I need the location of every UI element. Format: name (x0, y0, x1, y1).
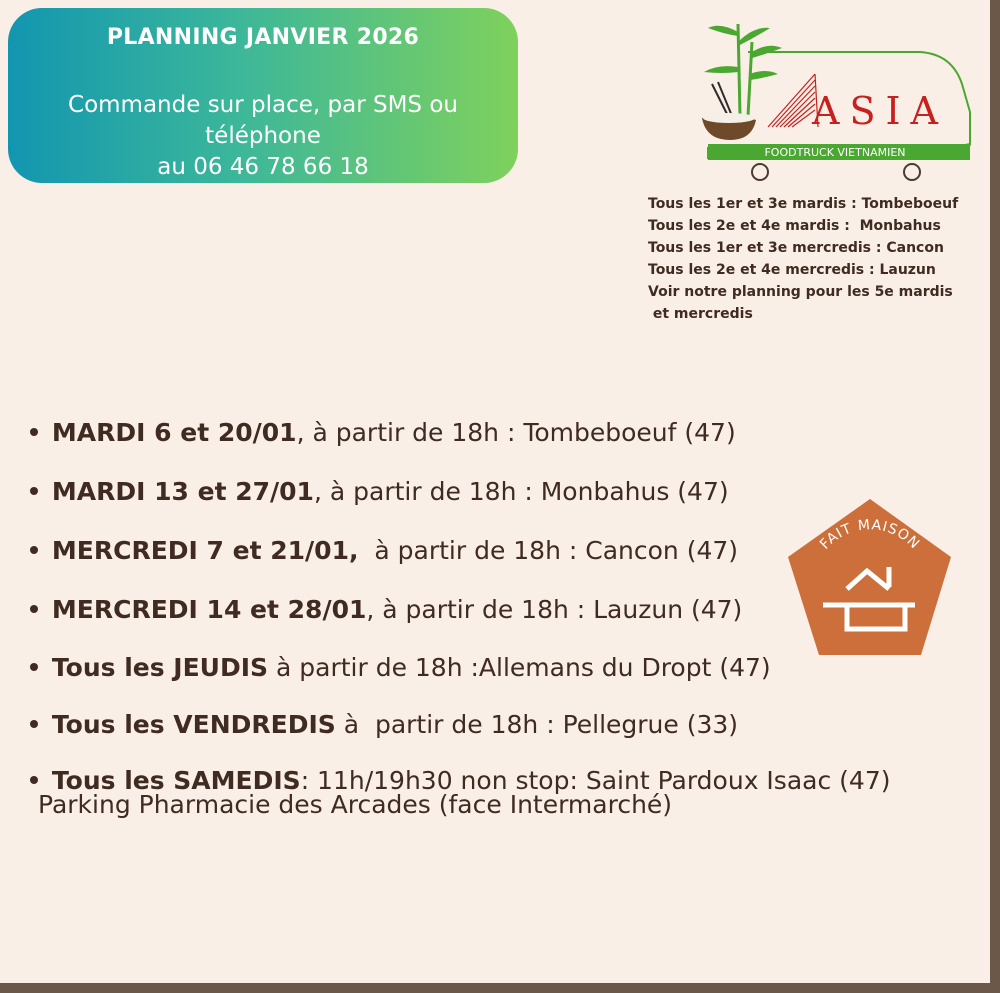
schedule-details: à partir de 18h : Cancon (47) (358, 536, 739, 565)
schedule-details: à partir de 18h : Pellegrue (33) (335, 710, 739, 739)
bullet-icon (30, 546, 38, 554)
note-line: Tous les 2e et 4e mardis : Monbahus (648, 218, 941, 234)
schedule-day: MERCREDI 14 et 28/01 (51, 595, 367, 624)
bullet-icon (30, 605, 38, 613)
logo-tagline: FOODTRUCK VIETNAMIEN (764, 146, 906, 159)
schedule-details: , à partir de 18h : Monbahus (47) (313, 477, 729, 506)
fait-maison-badge (785, 497, 955, 657)
frame-border-right (990, 0, 1000, 993)
schedule-item (10, 620, 771, 684)
badge-label: FAIT MAISON (816, 517, 923, 553)
schedule-day: MARDI 13 et 27/01 (51, 477, 314, 506)
schedule-details: , à partir de 18h : Tombeboeuf (47) (296, 418, 736, 447)
note-line: Tous les 1er et 3e mardis : Tombeboeuf (648, 196, 959, 212)
order-phone-line: au 06 46 78 66 18 (157, 154, 369, 180)
schedule-day: Tous les VENDREDIS (51, 710, 336, 739)
bullet-icon (30, 487, 38, 495)
page-title: PLANNING JANVIER 2026 (106, 25, 420, 50)
schedule-item (10, 503, 738, 567)
schedule-item (10, 385, 736, 449)
schedule-day: Tous les SAMEDIS (51, 766, 301, 795)
bullet-icon (30, 720, 38, 728)
bullet-icon (30, 428, 38, 436)
schedule-day: MERCREDI 7 et 21/01, (51, 536, 359, 565)
note-line: et mercredis (648, 306, 753, 322)
bullet-icon (30, 776, 38, 784)
schedule-day: Tous les JEUDIS (51, 653, 269, 682)
schedule-details: à partir de 18h :Allemans du Dropt (47) (268, 653, 771, 682)
note-line: Tous les 2e et 4e mercredis : Lauzun (648, 262, 936, 278)
schedule-item (10, 677, 738, 741)
note-line: Voir notre planning pour les 5e mardis (648, 284, 953, 300)
order-info-line-2: téléphone (205, 123, 321, 149)
schedule-item (10, 733, 890, 797)
parking-location: Parking Pharmacie des Arcades (face Intermarché) (38, 790, 673, 819)
order-info-line-1: Commande sur place, par SMS ou (68, 92, 458, 118)
logo-brand: ASIA (812, 89, 948, 133)
schedule-item (10, 444, 729, 508)
asia-foodtruck-logo (690, 12, 975, 190)
frame-border-bottom (0, 983, 1000, 993)
bullet-icon (30, 663, 38, 671)
recurring-schedule-notes (648, 193, 958, 325)
schedule-item (10, 562, 742, 626)
header-banner (8, 8, 518, 183)
schedule-details: : 11h/19h30 non stop: Saint Pardoux Isaac (47) (300, 766, 891, 795)
schedule-day: MARDI 6 et 20/01 (51, 418, 297, 447)
schedule-details: , à partir de 18h : Lauzun (47) (366, 595, 743, 624)
note-line: Tous les 1er et 3e mercredis : Cancon (648, 240, 944, 256)
